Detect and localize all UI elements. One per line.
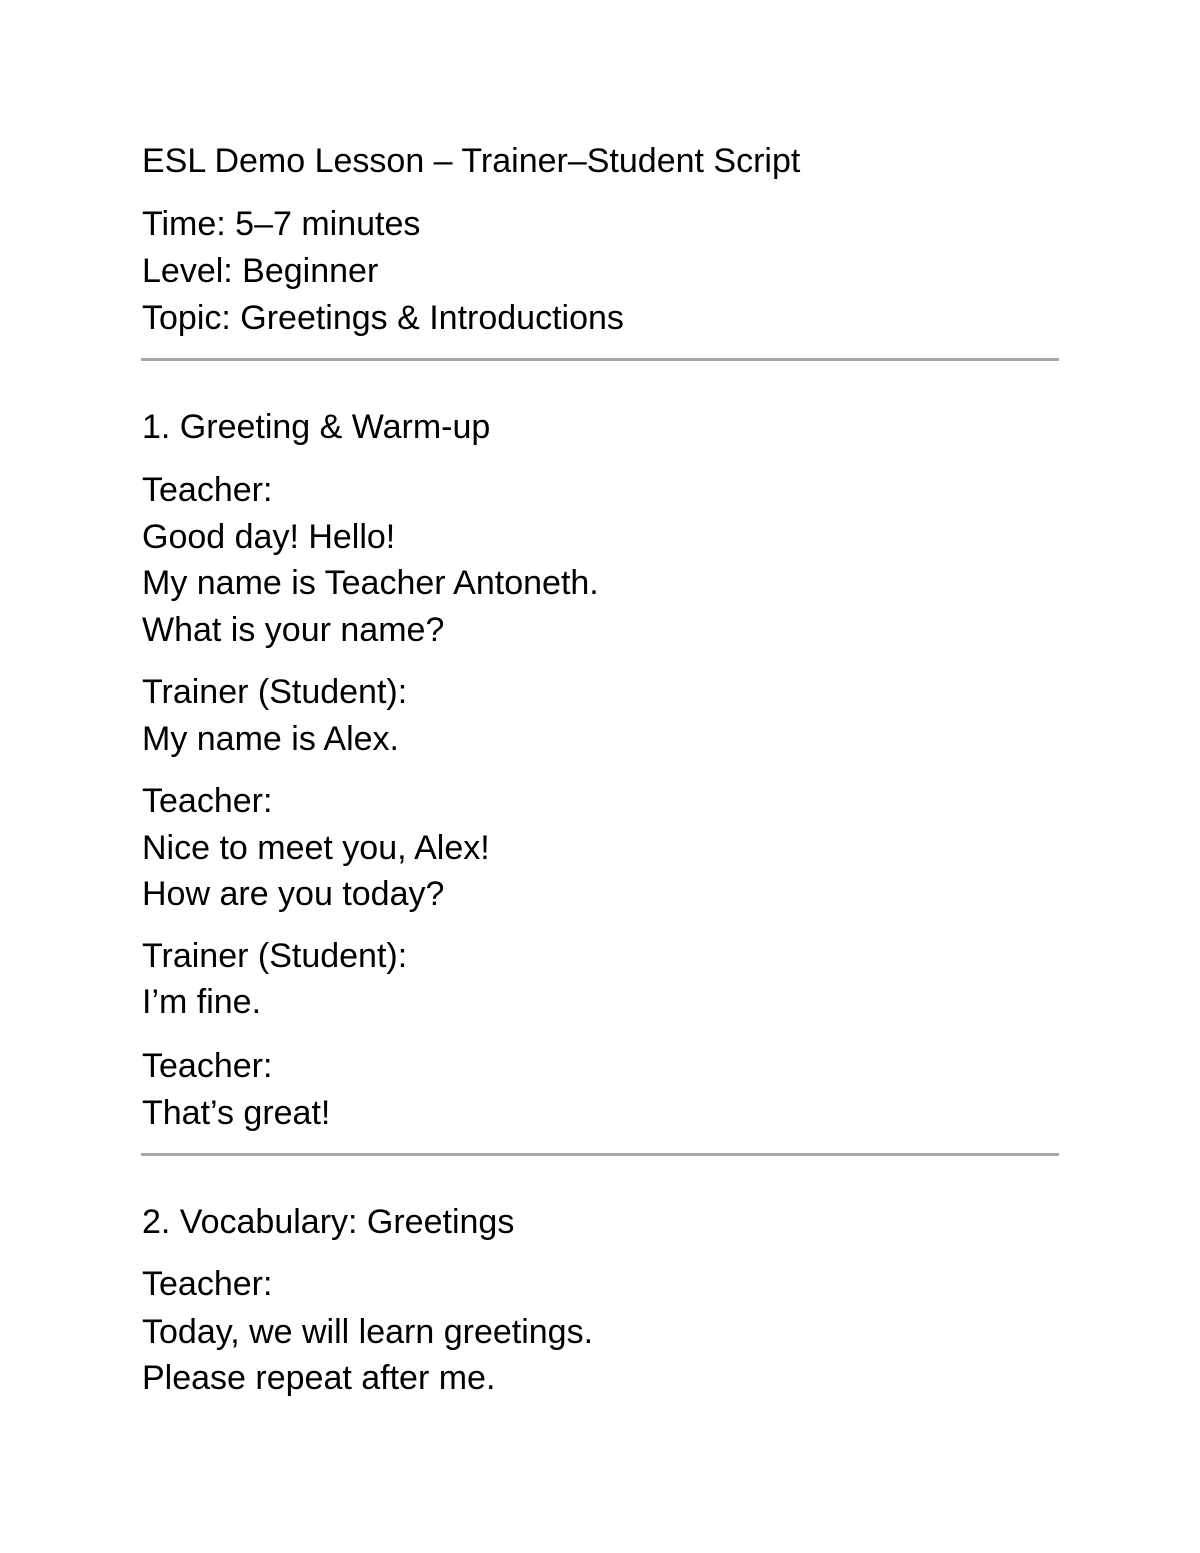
speaker-label: Teacher:	[142, 1265, 273, 1303]
dialogue-line: How are you today?	[142, 875, 445, 913]
dialogue-line: That’s great!	[142, 1094, 331, 1132]
speaker-label: Trainer (Student):	[142, 937, 408, 975]
section-divider	[141, 358, 1059, 361]
meta-time: Time: 5–7 minutes	[142, 205, 421, 243]
dialogue-line: I’m fine.	[142, 983, 262, 1021]
dialogue-line: Nice to meet you, Alex!	[142, 829, 490, 867]
dialogue-line: My name is Alex.	[142, 720, 399, 758]
speaker-label: Teacher:	[142, 1047, 273, 1085]
section-heading: 2. Vocabulary: Greetings	[142, 1203, 515, 1241]
section-divider	[141, 1153, 1059, 1156]
speaker-label: Trainer (Student):	[142, 673, 408, 711]
meta-topic: Topic: Greetings & Introductions	[142, 299, 624, 337]
meta-level: Level: Beginner	[142, 252, 379, 290]
dialogue-line: Please repeat after me.	[142, 1359, 496, 1397]
dialogue-line: My name is Teacher Antoneth.	[142, 564, 599, 602]
section-heading: 1. Greeting & Warm-up	[142, 408, 491, 446]
dialogue-line: What is your name?	[142, 611, 445, 649]
dialogue-line: Good day! Hello!	[142, 518, 396, 556]
document-title: ESL Demo Lesson – Trainer–Student Script	[142, 142, 801, 180]
speaker-label: Teacher:	[142, 471, 273, 509]
dialogue-line: Today, we will learn greetings.	[142, 1313, 594, 1351]
speaker-label: Teacher:	[142, 782, 273, 820]
